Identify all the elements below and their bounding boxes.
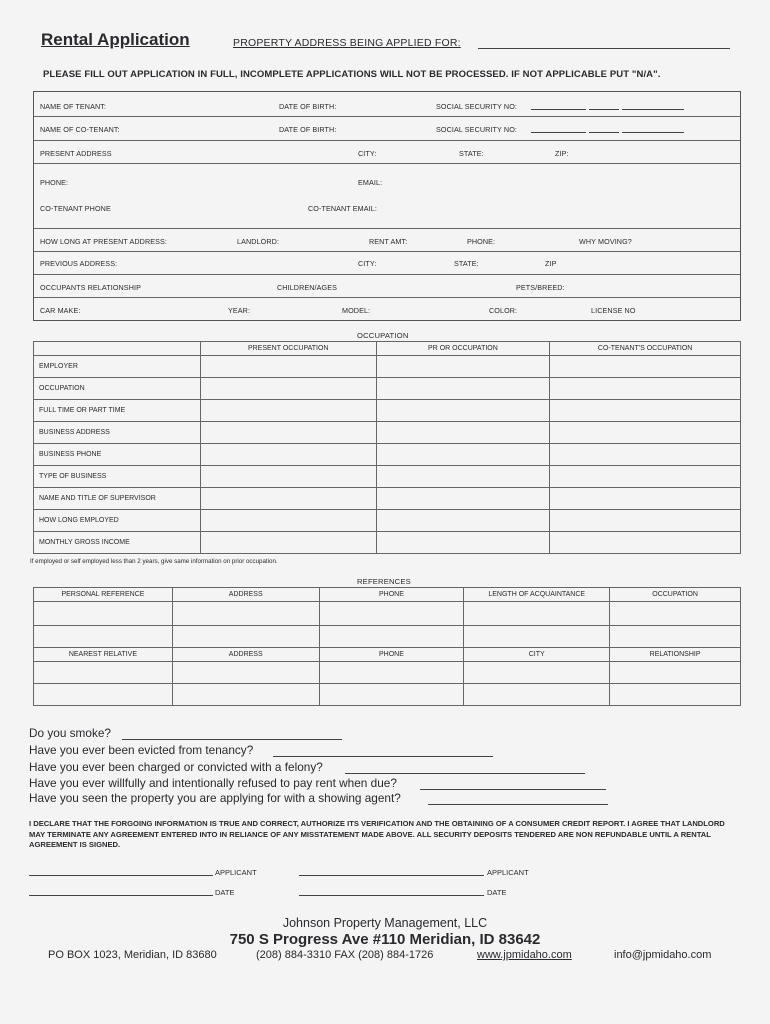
- tenant-info-box: [33, 91, 741, 321]
- monthly-income-label: MONTHLY GROSS INCOME: [34, 532, 201, 554]
- relative-cell[interactable]: [34, 662, 173, 684]
- year-label: YEAR:: [228, 306, 251, 315]
- reference-cell[interactable]: [34, 626, 173, 648]
- reference-cell[interactable]: [34, 602, 173, 626]
- cotenant-ssn-line-3: [622, 132, 684, 133]
- landlord-label: LANDLORD:: [237, 237, 280, 246]
- date-of-birth-label: DATE OF BIRTH:: [279, 102, 337, 111]
- previous-address-row: [34, 251, 740, 275]
- ssn-line-3: [622, 109, 684, 110]
- table-row: [34, 356, 741, 378]
- reference-address-header: ADDRESS: [172, 588, 319, 602]
- occupation-cell[interactable]: [376, 488, 550, 510]
- showing-agent-answer-line[interactable]: [428, 804, 608, 805]
- refused-rent-question: Have you ever willfully and intentionally refused to pay rent when due?: [29, 776, 397, 790]
- email-label: EMAIL:: [358, 178, 383, 187]
- phone-label: PHONE:: [40, 178, 69, 187]
- occupation-cell[interactable]: [550, 356, 741, 378]
- acquaintance-length-header: LENGTH OF ACQUAINTANCE: [464, 588, 610, 602]
- relative-phone-header: PHONE: [319, 648, 464, 662]
- showing-agent-question: Have you seen the property you are applying for with a showing agent?: [29, 791, 401, 805]
- reference-cell[interactable]: [610, 626, 741, 648]
- occupation-cell[interactable]: [376, 356, 550, 378]
- city-label: CITY:: [358, 149, 377, 158]
- table-row: [34, 444, 741, 466]
- relative-address-header: ADDRESS: [172, 648, 319, 662]
- cotenant-row: [34, 116, 740, 141]
- nearest-relative-header: NEAREST RELATIVE: [34, 648, 173, 662]
- table-row: [34, 510, 741, 532]
- occupation-cell[interactable]: [200, 400, 376, 422]
- ssn-line-2: [589, 109, 619, 110]
- relationship-header: RELATIONSHIP: [610, 648, 741, 662]
- vehicle-row: [34, 297, 740, 321]
- smoke-question: Do you smoke?: [29, 726, 111, 740]
- ssn-label: SOCIAL SECURITY NO:: [436, 102, 517, 111]
- reference-cell[interactable]: [319, 626, 464, 648]
- relative-city-header: CITY: [464, 648, 610, 662]
- relative-cell[interactable]: [172, 662, 319, 684]
- phone-fax: (208) 884-3310 FAX (208) 884-1726: [256, 949, 434, 961]
- occupation-cell[interactable]: [200, 532, 376, 554]
- refused-rent-answer-line[interactable]: [420, 789, 606, 790]
- table-row: [34, 626, 741, 648]
- cotenant-ssn-line-2: [589, 132, 619, 133]
- ssn-line-1: [531, 109, 586, 110]
- occupation-corner-cell: [34, 342, 201, 356]
- cotenant-occupation-header: CO-TENANT'S OCCUPATION: [550, 342, 741, 356]
- occupation-cell[interactable]: [550, 488, 741, 510]
- type-of-business-label: TYPE OF BUSINESS: [34, 466, 201, 488]
- present-occupation-header: PRESENT OCCUPATION: [200, 342, 376, 356]
- occupation-cell[interactable]: [376, 510, 550, 532]
- reference-cell[interactable]: [610, 602, 741, 626]
- table-row: [34, 400, 741, 422]
- references-header-row: [34, 588, 741, 602]
- personal-reference-header: PERSONAL REFERENCE: [34, 588, 173, 602]
- state-label: STATE:: [459, 149, 484, 158]
- reference-cell[interactable]: [319, 602, 464, 626]
- property-address-label: PROPERTY ADDRESS BEING APPLIED FOR:: [233, 37, 461, 49]
- references-title: REFERENCES: [357, 577, 411, 586]
- occupation-header-row: [34, 342, 741, 356]
- present-address-row: [34, 140, 740, 164]
- previous-zip-label: ZIP: [545, 259, 557, 268]
- children-label: CHILDREN/AGES: [277, 283, 338, 292]
- occupants-row: [34, 274, 740, 298]
- reference-phone-header: PHONE: [319, 588, 464, 602]
- reference-cell[interactable]: [464, 602, 610, 626]
- occupants-label: OCCUPANTS RELATIONSHIP: [40, 283, 141, 292]
- color-label: COLOR:: [489, 306, 518, 315]
- relative-cell[interactable]: [464, 662, 610, 684]
- prior-occupation-header: PR OR OCCUPATION: [376, 342, 550, 356]
- date-label: DATE: [215, 888, 235, 897]
- table-row: [34, 684, 741, 706]
- applicant-signature-line[interactable]: [29, 875, 213, 876]
- prior-occupation-note: If employed or self employed less than 2 years, give same information on prior occupation.: [30, 558, 278, 565]
- occupation-row-label: OCCUPATION: [34, 378, 201, 400]
- evicted-question: Have you ever been evicted from tenancy?: [29, 743, 254, 757]
- occupation-cell[interactable]: [550, 378, 741, 400]
- declaration-text: I DECLARE THAT THE FORGOING INFORMATION IS TRUE AND CORRECT, AUTHORIZE ITS VERIFICATION AND THE OBTAINING OF A CONSUMER CREDIT REPORT. I AGREE THAT LANDLORD MAY TERMINATE ANY AGREEMENT ENTERED INTO IN RELIANCE OF ANY MISSTATEMENT MADE ABOVE. ALL SECURITY DEPOSITS TENDERED ARE NON REFUNDABLE UNTIL A RENTAL AGREEMENT IS SIGNED.: [29, 819, 725, 849]
- occupation-cell[interactable]: [550, 510, 741, 532]
- pets-label: PETS/BREED:: [516, 283, 565, 292]
- occupation-title: OCCUPATION: [357, 331, 409, 340]
- relative-cell[interactable]: [34, 684, 173, 706]
- occupation-cell[interactable]: [376, 400, 550, 422]
- occupation-cell[interactable]: [376, 378, 550, 400]
- reference-cell[interactable]: [464, 626, 610, 648]
- occupation-cell[interactable]: [376, 532, 550, 554]
- applicant2-signature-line[interactable]: [299, 875, 484, 876]
- felony-answer-line[interactable]: [345, 773, 585, 774]
- table-row: [34, 662, 741, 684]
- smoke-answer-line[interactable]: [122, 739, 342, 740]
- license-label: LICENSE NO: [591, 306, 636, 315]
- table-row: [34, 532, 741, 554]
- occupation-cell[interactable]: [550, 400, 741, 422]
- relative-cell[interactable]: [319, 684, 464, 706]
- cotenant-ssn-label: SOCIAL SECURITY NO:: [436, 125, 517, 134]
- previous-city-label: CITY:: [358, 259, 377, 268]
- occupation-cell[interactable]: [376, 444, 550, 466]
- po-box: PO BOX 1023, Meridian, ID 83680: [48, 949, 217, 961]
- reference-occupation-header: OCCUPATION: [610, 588, 741, 602]
- occupation-cell[interactable]: [200, 378, 376, 400]
- company-address: 750 S Progress Ave #110 Meridian, ID 83642: [229, 931, 541, 948]
- zip-label: ZIP:: [555, 149, 569, 158]
- table-row: [34, 602, 741, 626]
- date-line[interactable]: [29, 895, 213, 896]
- how-long-label: HOW LONG AT PRESENT ADDRESS:: [40, 237, 168, 246]
- model-label: MODEL:: [342, 306, 371, 315]
- cotenant-phone-label: CO-TENANT PHONE: [40, 204, 111, 213]
- occupation-table: [33, 341, 741, 554]
- occupation-cell[interactable]: [200, 466, 376, 488]
- occupation-cell[interactable]: [550, 444, 741, 466]
- business-phone-label: BUSINESS PHONE: [34, 444, 201, 466]
- occupation-cell[interactable]: [550, 532, 741, 554]
- employer-label: EMPLOYER: [34, 356, 201, 378]
- occupation-cell[interactable]: [200, 444, 376, 466]
- name-of-tenant-label: NAME OF TENANT:: [40, 102, 107, 111]
- how-long-employed-label: HOW LONG EMPLOYED: [34, 510, 201, 532]
- property-address-line: [478, 48, 730, 49]
- fill-out-notice: PLEASE FILL OUT APPLICATION IN FULL, INCOMPLETE APPLICATIONS WILL NOT BE PROCESSED. IF NOT APPLICABLE PUT "N/A".: [43, 69, 661, 80]
- occupation-cell[interactable]: [376, 466, 550, 488]
- previous-state-label: STATE:: [454, 259, 479, 268]
- previous-address-label: PREVIOUS ADDRESS:: [40, 259, 118, 268]
- table-row: [34, 378, 741, 400]
- full-time-label: FULL TIME OR PART TIME: [34, 400, 201, 422]
- cotenant-email-label: CO-TENANT EMAIL:: [308, 204, 377, 213]
- business-address-label: BUSINESS ADDRESS: [34, 422, 201, 444]
- company-name: Johnson Property Management, LLC: [282, 916, 488, 930]
- relative-header-row: [34, 648, 741, 662]
- applicant2-label: APPLICANT: [487, 868, 529, 877]
- car-make-label: CAR MAKE:: [40, 306, 81, 315]
- present-address-label: PRESENT ADDRESS: [40, 149, 112, 158]
- contact-email[interactable]: info@jpmidaho.com: [614, 949, 712, 961]
- name-of-cotenant-label: NAME OF CO-TENANT:: [40, 125, 120, 134]
- occupation-cell[interactable]: [200, 510, 376, 532]
- felony-question: Have you ever been charged or convicted with a felony?: [29, 760, 323, 774]
- occupation-cell[interactable]: [550, 422, 741, 444]
- references-table: [33, 587, 741, 706]
- relative-cell[interactable]: [464, 684, 610, 706]
- landlord-phone-label: PHONE:: [467, 237, 496, 246]
- cotenant-ssn-line-1: [531, 132, 586, 133]
- relative-cell[interactable]: [610, 662, 741, 684]
- website-link[interactable]: www.jpmidaho.com: [477, 949, 572, 961]
- rent-amt-label: RENT AMT:: [369, 237, 408, 246]
- table-row: [34, 422, 741, 444]
- why-moving-label: WHY MOVING?: [579, 237, 632, 246]
- form-title: Rental Application: [41, 30, 190, 49]
- relative-cell[interactable]: [610, 684, 741, 706]
- evicted-answer-line[interactable]: [273, 756, 493, 757]
- occupation-cell[interactable]: [550, 466, 741, 488]
- date2-line[interactable]: [299, 895, 484, 896]
- contact-row: [34, 163, 740, 229]
- occupation-cell[interactable]: [376, 422, 550, 444]
- reference-cell[interactable]: [172, 626, 319, 648]
- reference-cell[interactable]: [172, 602, 319, 626]
- applicant-label: APPLICANT: [215, 868, 257, 877]
- date2-label: DATE: [487, 888, 507, 897]
- table-row: [34, 488, 741, 510]
- table-row: [34, 466, 741, 488]
- tenant-row: [34, 92, 740, 117]
- residence-row: [34, 228, 740, 252]
- relative-cell[interactable]: [172, 684, 319, 706]
- occupation-cell[interactable]: [200, 356, 376, 378]
- occupation-cell[interactable]: [200, 422, 376, 444]
- occupation-cell[interactable]: [200, 488, 376, 510]
- cotenant-date-of-birth-label: DATE OF BIRTH:: [279, 125, 337, 134]
- supervisor-label: NAME AND TITLE OF SUPERVISOR: [34, 488, 201, 510]
- relative-cell[interactable]: [319, 662, 464, 684]
